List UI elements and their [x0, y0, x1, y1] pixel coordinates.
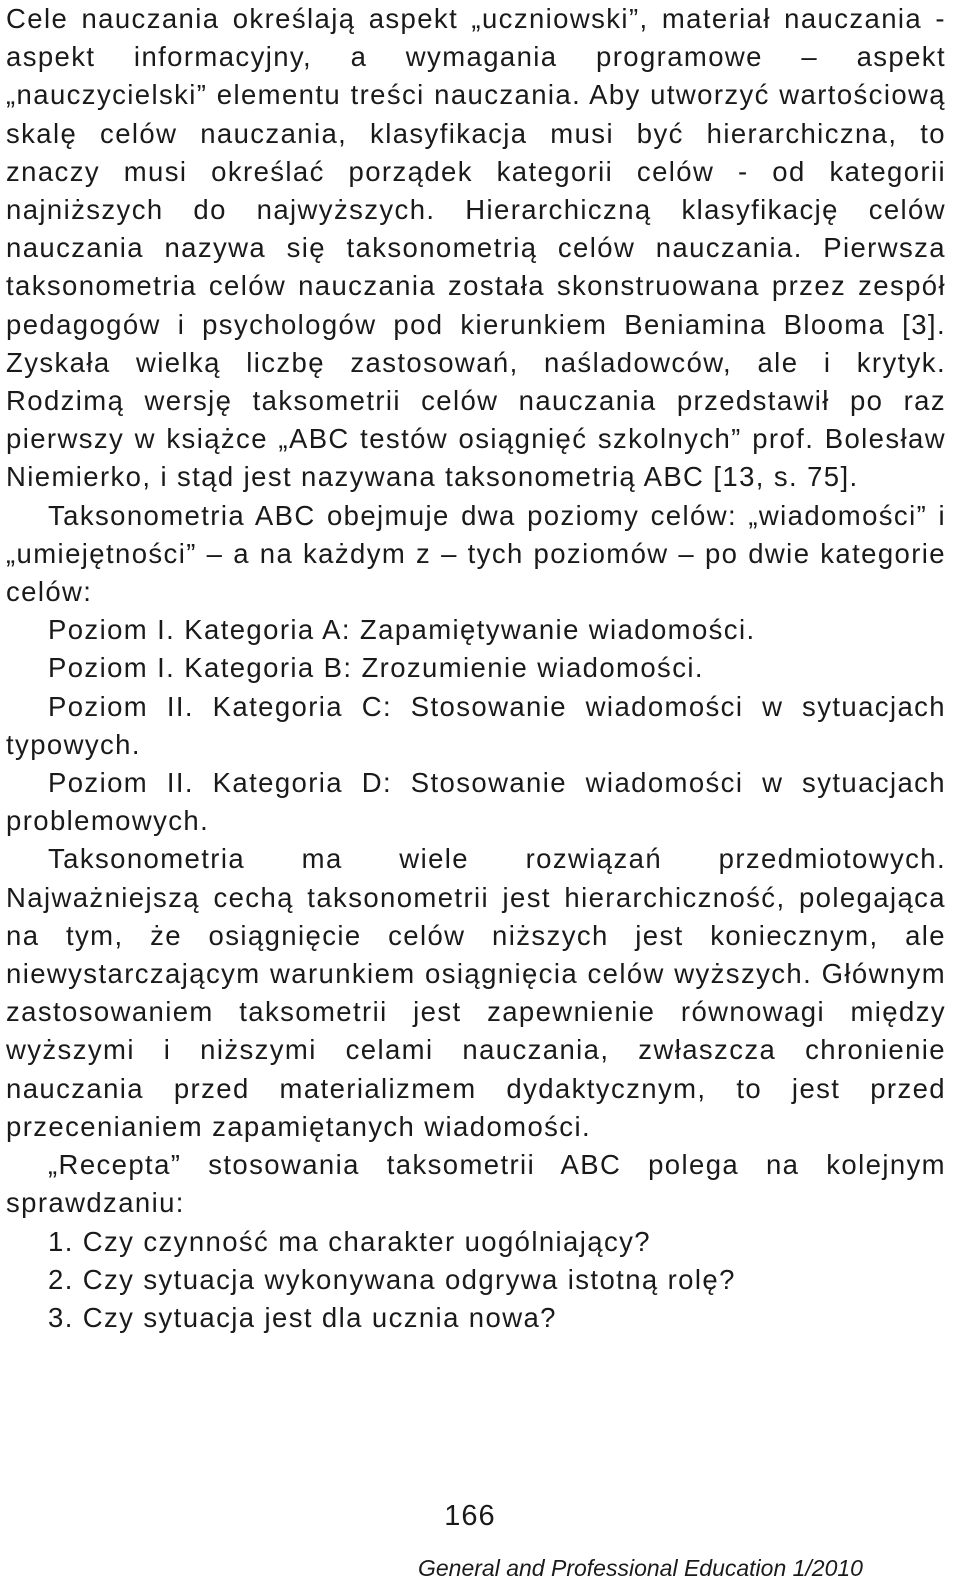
- list-item: 3. Czy sytuacja jest dla ucznia nowa?: [48, 1301, 557, 1333]
- page-number: 166: [444, 1500, 496, 1532]
- list-item: 1. Czy czynność ma charakter uogólniający?: [48, 1225, 651, 1257]
- category-list: [6, 611, 946, 840]
- list-item: Poziom I. Kategoria A: Zapamiętywanie wiadomości.: [48, 614, 756, 646]
- journal-footer: General and Professional Education 1/2010: [418, 1555, 863, 1581]
- paragraph-teaching-goals: Cele nauczania określają aspekt „uczniowski”, materiał nauczania - aspekt informacyjny, a wymagania programowe – aspekt „nauczycielski” elementu treści nauczania. Aby utworzyć wartościową skalę celów nauczania, klasyfikacja musi być hierarchiczna, to znaczy musi określać porządek kategorii celów - od kategorii najniższych do najwyższych. Hierarchiczną klasyfikację celów nauczania nazywa się taksonometrią celów nauczania. Pierwsza taksonometria celów nauczania została skonstruowana przez zespół pedagogów i psychologów pod kierunkiem Beniamina Blooma [3]. Zyskała wielką liczbę zastosowań, naśladowców, ale i krytyk. Rodzimą wersję taksometrii celów nauczania przedstawił po raz pierwszy w książce „ABC testów osiągnięć szkolnych” prof. Bolesław Niemierko, i stąd jest nazywana taksonometrią ABC [13, s. 75].: [6, 3, 946, 493]
- list-item: Poziom I. Kategoria B: Zrozumienie wiadomości.: [48, 652, 704, 684]
- checklist: [6, 1223, 946, 1338]
- list-item: 2. Czy sytuacja wykonywana odgrywa istotną rolę?: [48, 1263, 736, 1295]
- list-item: Poziom II. Kategoria C: Stosowanie wiadomości w sytuacjach typowych.: [6, 690, 946, 760]
- paragraph-hierarchy: Taksonometria ma wiele rozwiązań przedmiotowych. Najważniejszą cechą taksonometrii jest hierarchiczność, polegająca na tym, że osiągnięcie celów niższych jest koniecznym, ale niewystarczającym warunkiem osiągnięcia celów wyższych. Głównym zastosowaniem taksometrii jest zapewnienie równowagi między wyższymi i niższymi celami nauczania, zwłaszcza chronienie nauczania przed materializmem dydaktycznym, to jest przed przecenianiem zapamiętanych wiadomości.: [6, 843, 946, 1142]
- paragraph-recipe: „Recepta” stosowania taksometrii ABC polega na kolejnym sprawdzaniu:: [6, 1149, 946, 1219]
- paragraph-abc-taxonomy: Taksonometria ABC obejmuje dwa poziomy celów: „wiadomości” i „umiejętności” – a na każdym z – tych poziomów – po dwie kategorie celów:: [6, 499, 946, 608]
- document-body: [6, 0, 946, 1337]
- list-item: Poziom II. Kategoria D: Stosowanie wiadomości w sytuacjach problemowych.: [6, 767, 946, 837]
